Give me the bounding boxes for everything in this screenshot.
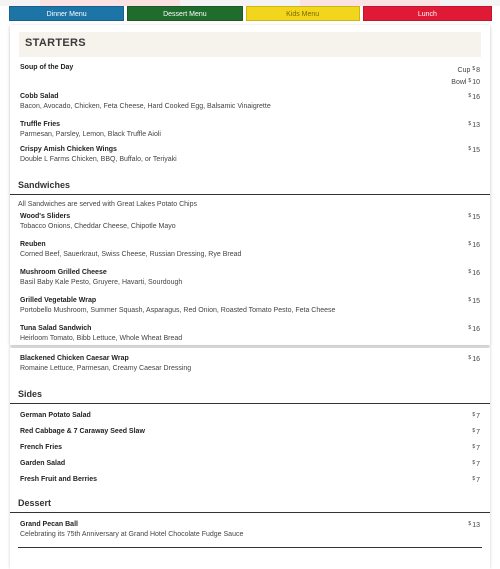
item-price: $13 [468, 121, 480, 129]
item-price: $15 [468, 297, 480, 305]
tab-kids-menu[interactable]: Kids Menu [246, 6, 360, 21]
menu-item [10, 412, 490, 428]
tab-dinner-menu[interactable]: Dinner Menu [9, 6, 124, 21]
menu-item [10, 355, 490, 387]
item-price: $7 [472, 476, 480, 484]
menu-item [10, 460, 490, 476]
item-description: Heirloom Tomato, Bibb Lettuce, Whole Wheat Bread [20, 335, 183, 342]
tab-dessert-menu[interactable]: Dessert Menu [127, 6, 242, 21]
item-name: Red Cabbage & 7 Caraway Seed Slaw [20, 428, 145, 435]
menu-item [10, 146, 490, 178]
item-name: Blackened Chicken Caesar Wrap [20, 355, 129, 362]
item-name: Soup of the Day [20, 64, 74, 71]
menu-panel-lower [10, 348, 490, 569]
bottom-divider [18, 547, 482, 548]
menu-item [10, 93, 490, 121]
menu-item [10, 269, 490, 297]
menu-item [10, 444, 490, 460]
menu-panel[interactable] [10, 25, 490, 345]
section-title-dessert: Dessert [10, 498, 490, 513]
item-price: $16 [468, 93, 480, 101]
item-price: $15 [468, 146, 480, 154]
item-description: Romaine Lettuce, Parmesan, Creamy Caesar Dressing [20, 365, 192, 372]
menu-item [10, 428, 490, 444]
menu-item [10, 213, 490, 241]
section-note: All Sandwiches are served with Great Lakes Potato Chips [18, 201, 197, 208]
item-description: Portobello Mushroom, Summer Squash, Asparagus, Red Onion, Roasted Tomato Pesto, Feta Cheese [20, 307, 336, 314]
item-name: Reuben [20, 241, 46, 248]
item-description: Parmesan, Parsley, Lemon, Black Truffle Aioli [20, 131, 161, 138]
item-name: Wood's Sliders [20, 213, 71, 220]
item-description: Corned Beef, Sauerkraut, Swiss Cheese, Russian Dressing, Rye Bread [20, 251, 242, 258]
menu-item [10, 64, 490, 93]
item-price: $16 [468, 325, 480, 333]
menu-item [10, 325, 490, 345]
menu-item [10, 241, 490, 269]
menu-tabs [9, 6, 492, 21]
item-price: $7 [472, 412, 480, 420]
item-name: Cobb Salad [20, 93, 59, 100]
item-name: Garden Salad [20, 460, 66, 467]
item-price: $7 [472, 444, 480, 452]
menu-item [10, 297, 490, 325]
item-name: French Fries [20, 444, 63, 451]
item-name: Mushroom Grilled Cheese [20, 269, 107, 276]
menu-item [10, 521, 490, 547]
item-name: German Potato Salad [20, 412, 91, 419]
item-name: Tuna Salad Sandwich [20, 325, 92, 332]
item-price: $13 [468, 521, 480, 529]
tab-lunch[interactable]: Lunch [363, 6, 492, 21]
section-title-starters: STARTERS [19, 32, 481, 57]
item-name: Truffle Fries [20, 121, 61, 128]
item-description: Double L Farms Chicken, BBQ, Buffalo, or Teriyaki [20, 156, 177, 163]
item-price: $16 [468, 241, 480, 249]
item-price: $7 [472, 428, 480, 436]
item-price: $7 [472, 460, 480, 468]
item-name: Grand Pecan Ball [20, 521, 78, 528]
item-price: Cup $8 Bowl $10 [451, 66, 480, 86]
item-description: Tobacco Onions, Cheddar Cheese, Chipotle Mayo [20, 223, 176, 230]
item-description: Basil Baby Kale Pesto, Gruyere, Havarti, Sourdough [20, 279, 183, 286]
item-name: Fresh Fruit and Berries [20, 476, 98, 483]
menu-item [10, 121, 490, 146]
section-title-sandwiches: Sandwiches [10, 180, 490, 195]
item-name: Crispy Amish Chicken Wings [20, 146, 117, 153]
item-description: Bacon, Avocado, Chicken, Feta Cheese, Hard Cooked Egg, Balsamic Vinaigrette [20, 103, 271, 110]
item-name: Grilled Vegetable Wrap [20, 297, 97, 304]
item-price: $16 [468, 269, 480, 277]
menu-item [10, 476, 490, 497]
item-description: Celebrating its 75th Anniversary at Grand Hotel Chocolate Fudge Sauce [20, 531, 244, 538]
section-title-sides: Sides [10, 389, 490, 404]
item-price: $15 [468, 213, 480, 221]
item-price: $16 [468, 355, 480, 363]
